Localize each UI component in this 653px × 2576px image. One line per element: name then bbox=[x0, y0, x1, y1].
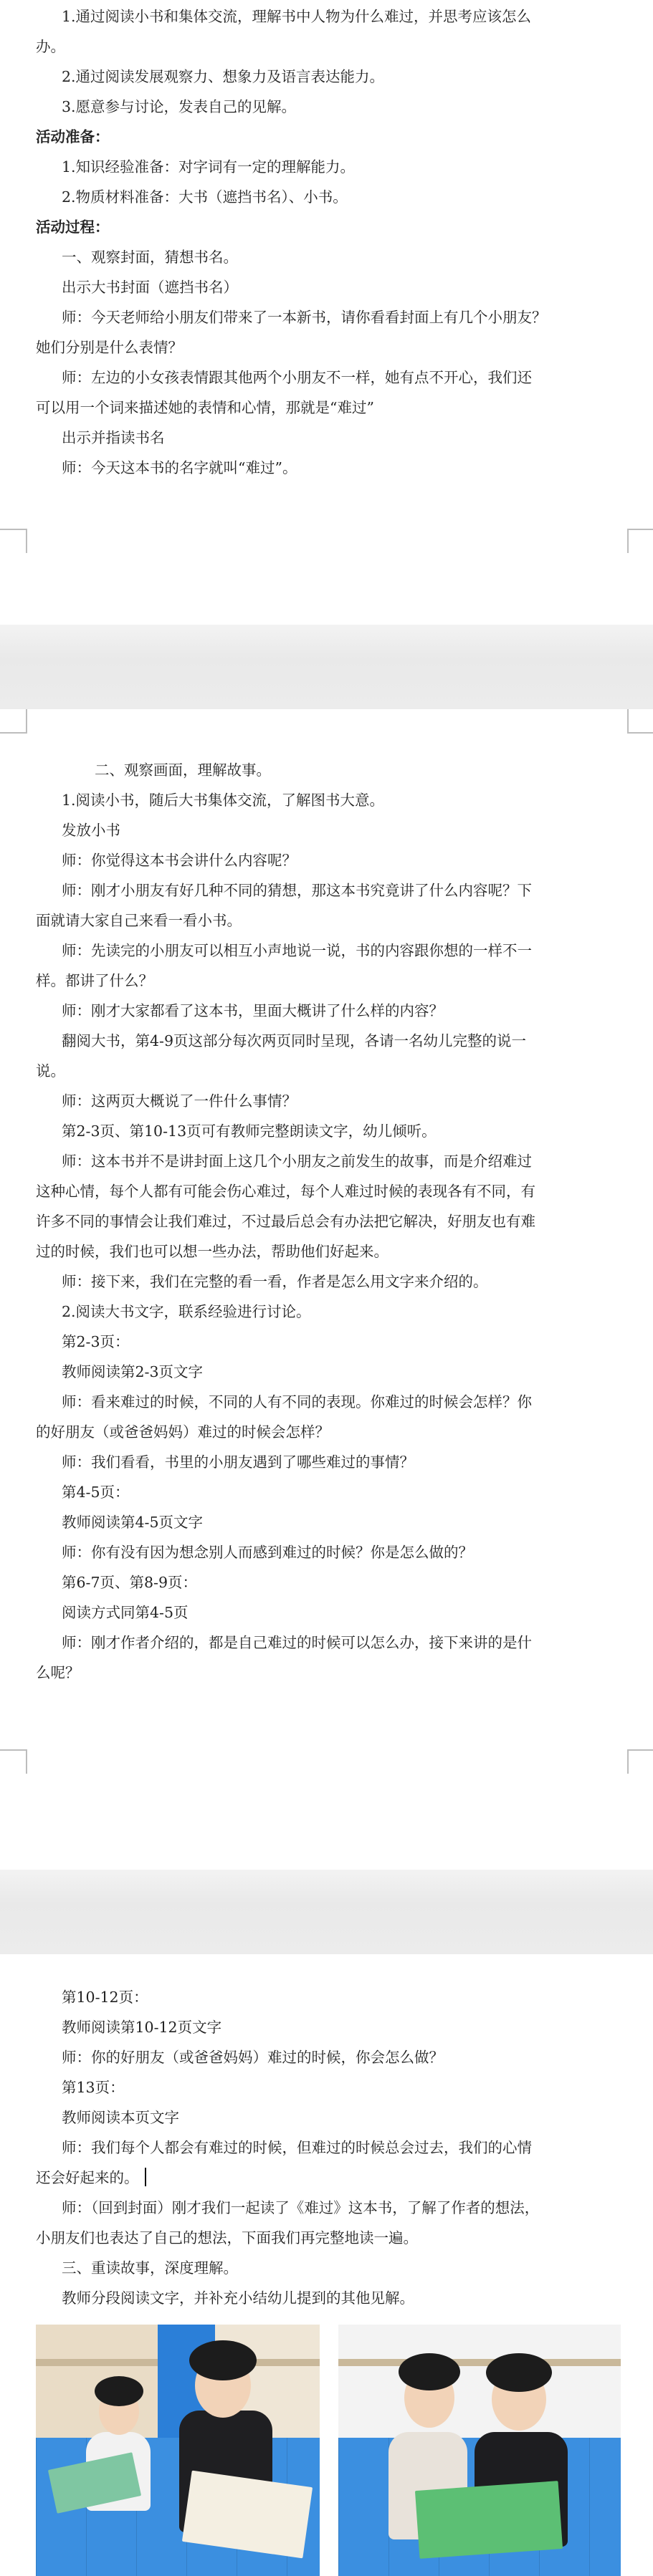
text-line: 师：（回到封面）刚才我们一起读了《难过》这本书，了解了作者的想法， bbox=[62, 2199, 540, 2216]
bookshelf bbox=[338, 2325, 621, 2440]
text-line: 师：你有没有因为想念别人而感到难过的时候？你是怎么做的？ bbox=[62, 1544, 473, 1561]
text-line bbox=[36, 2167, 622, 2188]
text-line: 2.物质材料准备：大书（遮挡书名）、小书。 bbox=[62, 188, 348, 206]
child-hair bbox=[95, 2376, 143, 2406]
text-line: 阅读方式同第4-5页 bbox=[62, 1604, 189, 1621]
text-line: 么呢？ bbox=[36, 1664, 80, 1681]
text-line: 师：接下来，我们在完整的看一看，作者是怎么用文字来介绍的。 bbox=[62, 1273, 488, 1290]
section-heading: 活动准备： bbox=[36, 128, 110, 145]
text-line: 师：这两页大概说了一件什么事情？ bbox=[62, 1092, 297, 1110]
text-line: 第2-3页： bbox=[62, 1333, 130, 1350]
text-line: 师：今天这本书的名字就叫“难过”。 bbox=[62, 459, 297, 476]
text-line: 第4-5页： bbox=[62, 1484, 130, 1501]
picture-book bbox=[415, 2481, 563, 2559]
activity-photo-2 bbox=[338, 2325, 621, 2576]
page-gap bbox=[0, 1870, 653, 1954]
margin-mark bbox=[627, 1749, 653, 1774]
text-line: 可以用一个词来描述她的表情和心情，那就是“难过” bbox=[36, 399, 374, 416]
text-line: 教师阅读本页文字 bbox=[62, 2109, 179, 2126]
text-line: 教师阅读第10-12页文字 bbox=[62, 2019, 222, 2036]
text-line: 师：我们看看，书里的小朋友遇到了哪些难过的事情？ bbox=[62, 1453, 414, 1471]
page-gap bbox=[0, 625, 653, 709]
margin-mark bbox=[627, 529, 653, 553]
document-page-2 bbox=[0, 709, 653, 1870]
text-line: 说。 bbox=[36, 1062, 65, 1080]
text-line: 师：刚才小朋友有好几种不同的猜想，那这本书究竟讲了什么内容呢？下 bbox=[62, 882, 532, 899]
text-line: 这种心情，每个人都有可能会伤心难过，每个人难过时候的表现各有不同，有 bbox=[36, 1183, 535, 1200]
margin-mark bbox=[0, 709, 27, 734]
text-cursor bbox=[145, 2168, 146, 2186]
text-line: 1.阅读小书，随后大书集体交流，了解图书大意。 bbox=[62, 792, 385, 809]
text-line: 师：你的好朋友（或爸爸妈妈）难过的时候，你会怎么做？ bbox=[62, 2049, 444, 2066]
text-line: 出示并指读书名 bbox=[62, 429, 165, 446]
text-line: 1.知识经验准备：对字词有一定的理解能力。 bbox=[62, 158, 356, 176]
text-line: 第13页： bbox=[62, 2079, 125, 2096]
text-line: 办。 bbox=[36, 38, 65, 55]
section-heading: 二、观察画面，理解故事。 bbox=[95, 761, 271, 779]
text-line: 过的时候，我们也可以想一些办法，帮助他们好起来。 bbox=[36, 1243, 389, 1260]
document-page-3 bbox=[0, 1954, 653, 2576]
text-line: 许多不同的事情会让我们难过，不过最后总会有办法把它解决，好朋友也有难 bbox=[36, 1213, 535, 1230]
margin-mark bbox=[0, 1749, 27, 1774]
child-hair bbox=[399, 2353, 460, 2390]
text-line: 翻阅大书，第4-9页这部分每次两页同时呈现，各请一名幼儿完整的说一 bbox=[62, 1032, 527, 1049]
child-hair bbox=[486, 2353, 552, 2392]
text-line: 师：看来难过的时候，不同的人有不同的表现。你难过的时候会怎样？你 bbox=[62, 1393, 532, 1410]
text-line: 发放小书 bbox=[62, 822, 120, 839]
margin-mark bbox=[0, 529, 27, 553]
section-heading: 三、重读故事，深度理解。 bbox=[62, 2259, 238, 2277]
text-line: 2.通过阅读发展观察力、想象力及语言表达能力。 bbox=[62, 68, 385, 85]
text-line: 师：今天老师给小朋友们带来了一本新书，请你看看封面上有几个小朋友？ bbox=[62, 309, 547, 326]
document-page-1 bbox=[0, 0, 653, 625]
text-line: 面就请大家自己来看一看小书。 bbox=[36, 912, 242, 929]
text-line: 师：我们每个人都会有难过的时候，但难过的时候总会过去，我们的心情 bbox=[62, 2139, 532, 2156]
text-line: 样。都讲了什么？ bbox=[36, 972, 153, 989]
text-line: 1.通过阅读小书和集体交流，理解书中人物为什么难过，并思考应该怎么 bbox=[62, 8, 532, 25]
text-line: 教师阅读第2-3页文字 bbox=[62, 1363, 204, 1380]
child-hair bbox=[189, 2340, 257, 2380]
text-line: 2.阅读大书文字，联系经验进行讨论。 bbox=[62, 1303, 311, 1320]
text-line: 她们分别是什么表情？ bbox=[36, 339, 183, 356]
text-line: 第2-3页、第10-13页可有教师完整朗读文字，幼儿倾听。 bbox=[62, 1123, 437, 1140]
text-line: 师：先读完的小朋友可以相互小声地说一说，书的内容跟你想的一样不一 bbox=[62, 942, 532, 959]
text-line: 3.愿意参与讨论，发表自己的见解。 bbox=[62, 98, 297, 115]
text-line: 的好朋友（或爸爸妈妈）难过的时候会怎样？ bbox=[36, 1423, 330, 1441]
text-line: 教师分段阅读文字，并补充小结幼儿提到的其他见解。 bbox=[62, 2289, 414, 2307]
text-line: 师：左边的小女孩表情跟其他两个小朋友不一样，她有点不开心，我们还 bbox=[62, 369, 532, 386]
text-line: 师：你觉得这本书会讲什么内容呢？ bbox=[62, 852, 297, 869]
text-line: 师：刚才大家都看了这本书，里面大概讲了什么样的内容？ bbox=[62, 1002, 444, 1019]
text-line-content: 还会好起来的。 bbox=[36, 2169, 139, 2186]
section-heading: 活动过程： bbox=[36, 218, 110, 236]
text-line: 出示大书封面（遮挡书名） bbox=[62, 279, 238, 296]
margin-mark bbox=[627, 709, 653, 734]
text-line: 教师阅读第4-5页文字 bbox=[62, 1514, 204, 1531]
text-line: 一、观察封面，猜想书名。 bbox=[62, 249, 238, 266]
text-line: 师：这本书并不是讲封面上这几个小朋友之前发生的故事，而是介绍难过 bbox=[62, 1153, 532, 1170]
activity-photo-1 bbox=[36, 2325, 320, 2576]
text-line: 第10-12页： bbox=[62, 1989, 148, 2006]
text-line: 师：刚才作者介绍的，都是自己难过的时候可以怎么办，接下来讲的是什 bbox=[62, 1634, 532, 1651]
text-line: 第6-7页、第8-9页： bbox=[62, 1574, 198, 1591]
text-line: 小朋友们也表达了自己的想法，下面我们再完整地读一遍。 bbox=[36, 2229, 418, 2246]
